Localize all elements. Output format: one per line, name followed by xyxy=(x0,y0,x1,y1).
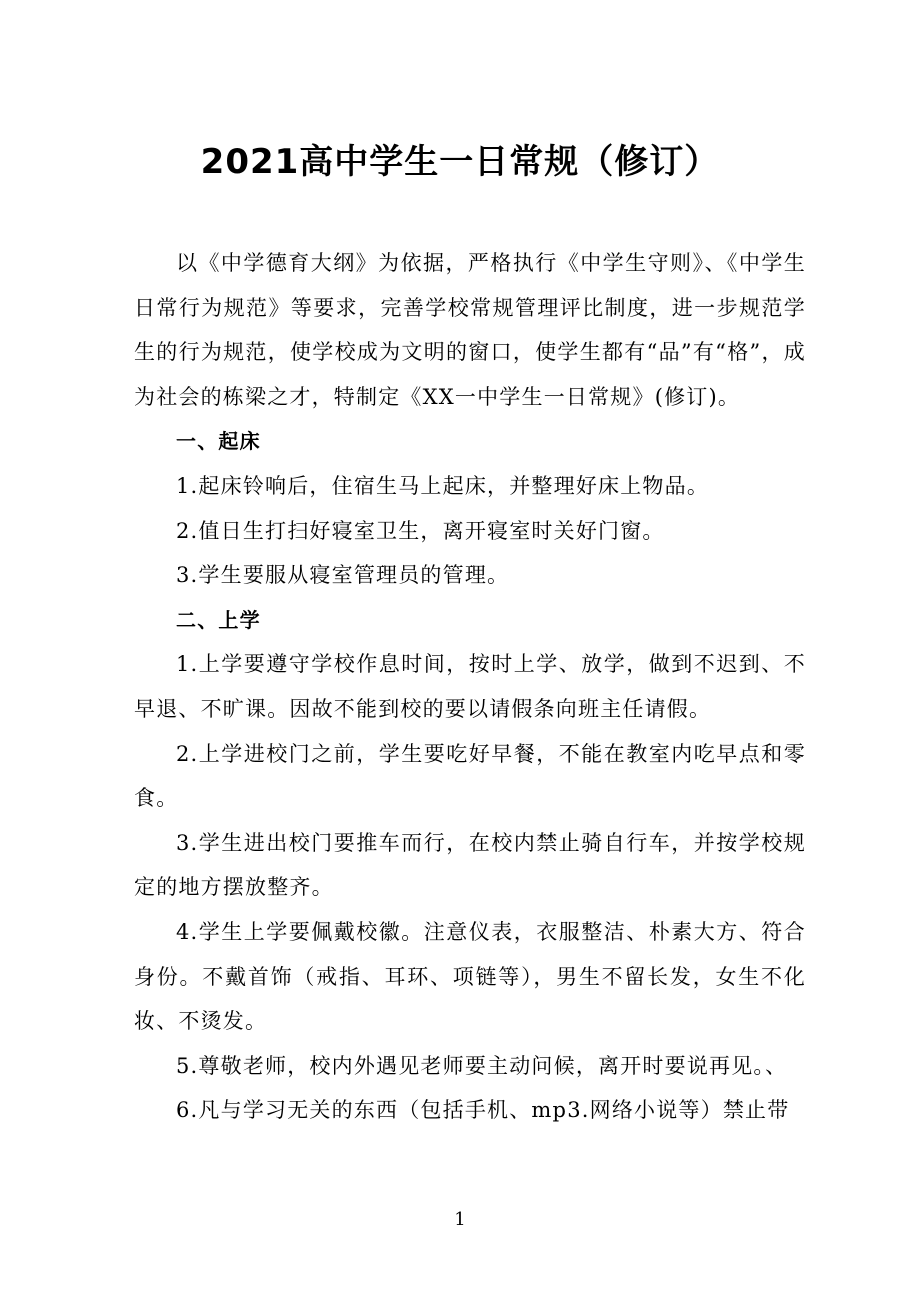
page-number: 1 xyxy=(454,1209,466,1230)
section-heading-wake-up: 一、起床 xyxy=(176,429,261,454)
school-item-5: 5.尊敬老师，校内外遇见老师要主动问候，离开时要说再见。、 xyxy=(176,1053,788,1078)
section-heading-school: 二、上学 xyxy=(176,607,261,632)
wake-up-item-3: 3.学生要服从寝室管理员的管理。 xyxy=(176,563,510,588)
intro-paragraph: 以《中学德育大纲》为依据，严格执行《中学生守则》、《中学生日常行为规范》等要求，完善学校常规管理评比制度，进一步规范学生的行为规范，使学校成为文明的窗口，使学生都有“品”有“格”，成为社会的栋梁之才，特制定《XX一中学生一日常规》(修订)。 xyxy=(134,251,806,409)
school-item-3: 3.学生进出校门要推车而行，在校内禁止骑自行车，并按学校规定的地方摆放整齐。 xyxy=(134,830,806,900)
wake-up-item-1: 1.起床铃响后，住宿生马上起床，并整理好床上物品。 xyxy=(176,473,710,498)
school-item-2: 2.上学进校门之前，学生要吃好早餐，不能在教室内吃早点和零食。 xyxy=(134,741,806,811)
school-item-1: 1.上学要遵守学校作息时间，按时上学、放学，做到不迟到、不早退、不旷课。因故不能到校的要以请假条向班主任请假。 xyxy=(134,652,806,721)
document-body xyxy=(134,241,806,1133)
document-title: 2021高中学生一日常规（修订） xyxy=(200,142,720,182)
school-item-4: 4.学生上学要佩戴校徽。注意仪表，衣服整洁、朴素大方、符合身份。不戴首饰（戒指、耳环、项链等），男生不留长发，女生不化妆、不烫发。 xyxy=(134,919,806,1034)
wake-up-item-2: 2.值日生打扫好寝室卫生，离开寝室时关好门窗。 xyxy=(176,518,665,543)
school-item-6: 6.凡与学习无关的东西（包括手机、mp3.网络小说等）禁止带 xyxy=(176,1098,790,1123)
